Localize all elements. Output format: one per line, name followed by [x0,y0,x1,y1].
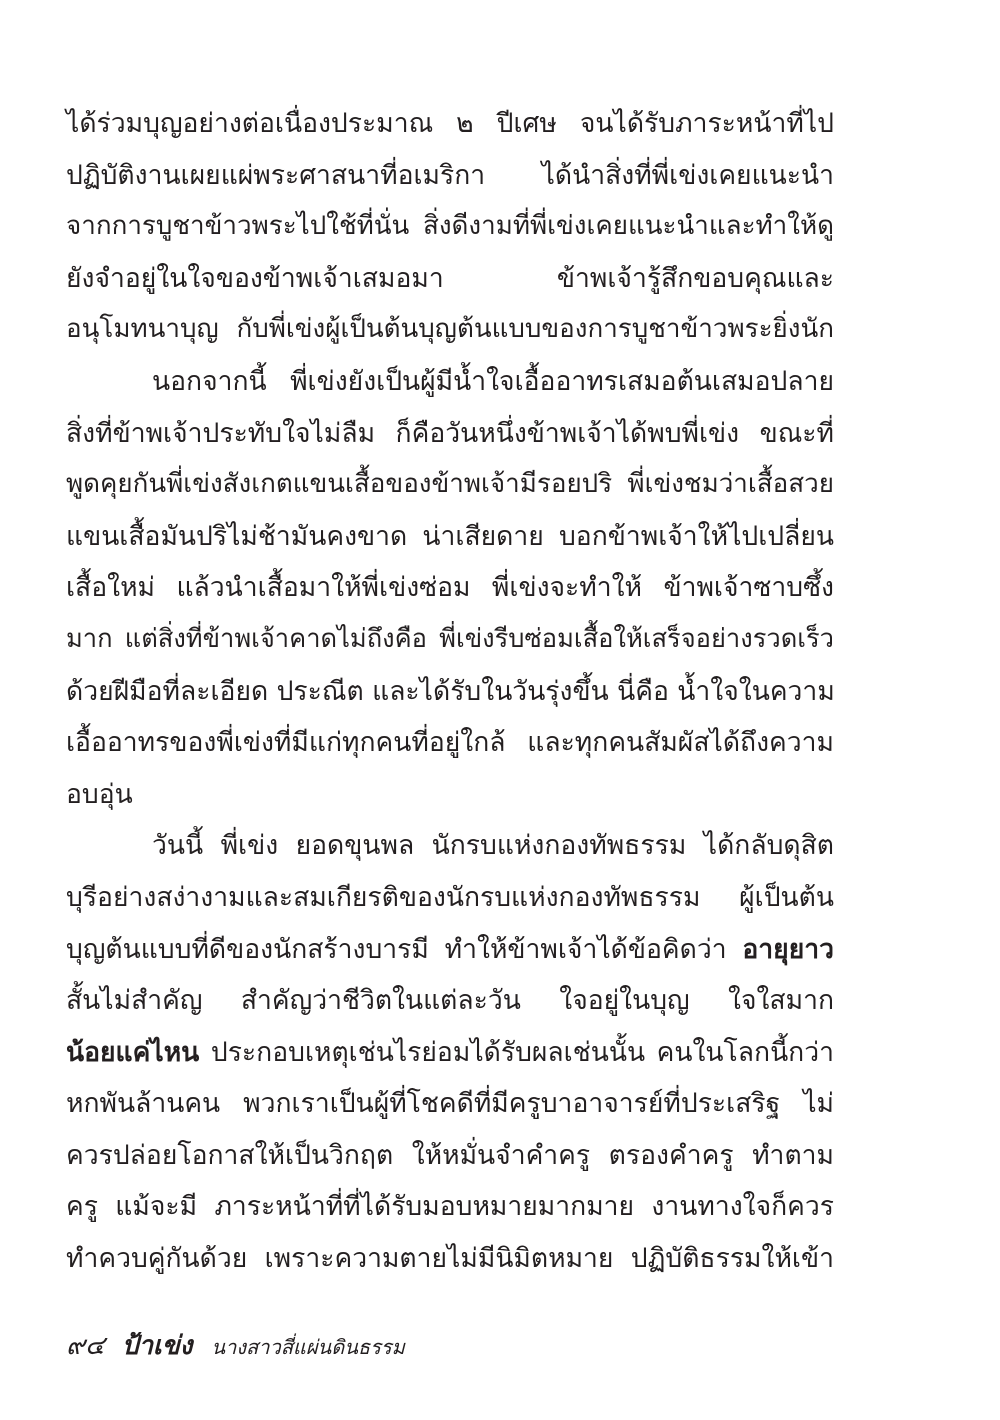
line-text: บุญต้นแบบที่ดีของนักสร้างบารมี ทำให้ข้าพเจ้าได้ข้อคิดว่า [66,933,743,965]
paragraph-line: ด้วยฝีมือที่ละเอียด ประณีต และได้รับในวันรุ่งขึ้น นี่คือ น้ำใจในความ [66,675,835,707]
paragraph-line: สิ่งที่ข้าพเจ้าประทับใจไม่ลืม ก็คือวันหนึ่งข้าพเจ้าได้พบพี่เข่ง ขณะที่ [66,417,834,449]
paragraph-line: ทำควบคู่กันด้วย เพราะความตายไม่มีนิมิตหมาย ปฏิบัติธรรมให้เข้า [66,1243,834,1275]
paragraph-line: เอื้ออาทรของพี่เข่งที่มีแก่ทุกคนที่อยู่ใกล้ และทุกคนสัมผัสได้ถึงความ [66,727,834,759]
paragraph-line: นอกจากนี้ พี่เข่งยังเป็นผู้มีน้ำใจเอื้ออาทรเสมอต้นเสมอปลาย [152,365,834,397]
line-text: ประกอบเหตุเช่นไรย่อมได้รับผลเช่นนั้น คนในโลกนี้กว่า [199,1036,834,1068]
paragraph-line: มาก แต่สิ่งที่ข้าพเจ้าคาดไม่ถึงคือ พี่เข่งรีบซ่อมเสื้อให้เสร็จอย่างรวดเร็ว [66,623,834,654]
paragraph-line: บุรีอย่างสง่างามและสมเกียรติของนักรบแห่งกองทัพธรรม ผู้เป็นต้น [66,881,834,913]
body-text [66,98,834,1285]
paragraph-line: หกพันล้านคน พวกเราเป็นผู้ที่โชคดีที่มีครูบาอาจารย์ที่ประเสริฐ ไม่ [66,1088,834,1120]
paragraph-line [66,924,834,976]
page-footer [66,1326,405,1366]
paragraph-line: ยังจำอยู่ในใจของข้าพเจ้าเสมอมา ข้าพเจ้ารู้สึกขอบคุณและ [66,262,834,294]
emphasis-text: อายุยาว [742,933,834,965]
paragraph-line: เสื้อใหม่ แล้วนำเสื้อมาให้พี่เข่งซ่อม พี่เข่งจะทำให้ ข้าพเจ้าซาบซึ้ง [66,572,834,604]
paragraph-line: แขนเสื้อมันปริไม่ช้ามันคงขาด น่าเสียดาย บอกข้าพเจ้าให้ไปเปลี่ยน [66,520,834,552]
paragraph-line: อนุโมทนาบุญ กับพี่เข่งผู้เป็นต้นบุญต้นแบบของการบูชาข้าวพระยิ่งนัก [66,314,834,345]
book-subtitle: นางสาวสี่แผ่นดินธรรม [211,1335,405,1359]
paragraph-line: พูดคุยกันพี่เข่งสังเกตแขนเสื้อของข้าพเจ้ามีรอยปริ พี่เข่งชมว่าเสื้อสวย [66,469,834,500]
emphasis-text: น้อยแค่ไหน [66,1036,200,1068]
paragraph-line [66,1027,834,1079]
paragraph-line: วันนี้ พี่เข่ง ยอดขุนพล นักรบแห่งกองทัพธรรม ได้กลับดุสิต [152,830,834,862]
book-title: ป้าเข่ง [121,1331,193,1361]
paragraph-line: จากการบูชาข้าวพระไปใช้ที่นั่น สิ่งดีงามที่พี่เข่งเคยแนะนำและทำให้ดู [66,211,834,242]
paragraph-line: ได้ร่วมบุญอย่างต่อเนื่องประมาณ ๒ ปีเศษ จนได้รับภาระหน้าที่ไป [66,108,834,139]
paragraph-line: ครู แม้จะมี ภาระหน้าที่ที่ได้รับมอบหมายมากมาย งานทางใจก็ควร [66,1191,834,1223]
paragraph-line: ควรปล่อยโอกาสให้เป็นวิกฤต ให้หมั่นจำคำครู ตรองคำครู ทำตาม [66,1139,834,1171]
emphasis-line: สั้นไม่สำคัญ สำคัญว่าชีวิตในแต่ละวัน ใจอยู่ในบุญ ใจใสมาก [66,985,834,1017]
paragraph-line: อบอุ่น [66,778,133,810]
paragraph-line: ปฏิบัติงานเผยแผ่พระศาสนาที่อเมริกา ได้นำสิ่งที่พี่เข่งเคยแนะนำ [66,159,834,191]
page-number: ๙๔ [66,1331,105,1361]
